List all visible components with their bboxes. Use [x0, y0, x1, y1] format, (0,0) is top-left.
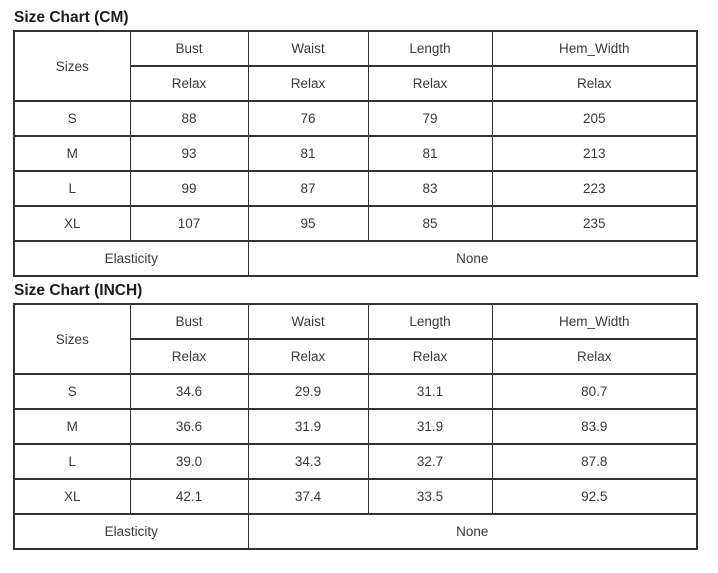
value-cell: 29.9	[248, 374, 368, 409]
value-cell: 223	[492, 171, 697, 206]
value-cell: 235	[492, 206, 697, 241]
table-row	[14, 101, 697, 136]
value-cell: 87.8	[492, 444, 697, 479]
footer-row	[14, 514, 697, 549]
value-cell: 42.1	[130, 479, 248, 514]
size-label-cell: XL	[14, 206, 130, 241]
elasticity-value-cell: None	[248, 514, 697, 549]
column-header-cell: Bust	[130, 31, 248, 66]
elasticity-value-cell: None	[248, 241, 697, 276]
value-cell: 80.7	[492, 374, 697, 409]
value-cell: 36.6	[130, 409, 248, 444]
size-label-cell: S	[14, 374, 130, 409]
value-cell: 83.9	[492, 409, 697, 444]
column-header-cell: Waist	[248, 31, 368, 66]
value-cell: 76	[248, 101, 368, 136]
column-header-cell: Bust	[130, 304, 248, 339]
value-cell: 34.3	[248, 444, 368, 479]
title-size-chart-cm: Size Chart (CM)	[14, 9, 129, 26]
value-cell: 88	[130, 101, 248, 136]
column-header-cell: Hem_Width	[492, 31, 697, 66]
size-chart-cm-table	[13, 30, 698, 277]
value-cell: 34.6	[130, 374, 248, 409]
value-cell: 92.5	[492, 479, 697, 514]
value-cell: 83	[368, 171, 492, 206]
value-cell: 79	[368, 101, 492, 136]
fit-header-cell: Relax	[130, 66, 248, 101]
header-row	[14, 304, 697, 339]
value-cell: 31.9	[368, 409, 492, 444]
table-row	[14, 136, 697, 171]
table-row	[14, 444, 697, 479]
table-row	[14, 171, 697, 206]
title-size-chart-inch: Size Chart (INCH)	[14, 282, 143, 300]
fit-header-cell: Relax	[248, 66, 368, 101]
elasticity-label-cell: Elasticity	[14, 241, 248, 276]
table-row	[14, 479, 697, 514]
value-cell: 95	[248, 206, 368, 241]
fit-header-cell: Relax	[368, 339, 492, 374]
value-cell: 85	[368, 206, 492, 241]
value-cell: 93	[130, 136, 248, 171]
table-row	[14, 206, 697, 241]
value-cell: 205	[492, 101, 697, 136]
size-label-cell: M	[14, 136, 130, 171]
value-cell: 213	[492, 136, 697, 171]
value-cell: 107	[130, 206, 248, 241]
value-cell: 33.5	[368, 479, 492, 514]
size-label-cell: L	[14, 444, 130, 479]
value-cell: 87	[248, 171, 368, 206]
value-cell: 39.0	[130, 444, 248, 479]
footer-row	[14, 241, 697, 276]
value-cell: 31.1	[368, 374, 492, 409]
value-cell: 99	[130, 171, 248, 206]
fit-header-cell: Relax	[492, 339, 697, 374]
fit-header-cell: Relax	[492, 66, 697, 101]
table-row	[14, 409, 697, 444]
elasticity-label-cell: Elasticity	[14, 514, 248, 549]
column-header-cell: Length	[368, 31, 492, 66]
column-header-cell: Waist	[248, 304, 368, 339]
value-cell: 37.4	[248, 479, 368, 514]
fit-header-cell: Relax	[130, 339, 248, 374]
value-cell: 81	[248, 136, 368, 171]
size-label-cell: S	[14, 101, 130, 136]
value-cell: 31.9	[248, 409, 368, 444]
header-row	[14, 31, 697, 66]
size-chart-inch-table	[13, 303, 698, 550]
column-header-cell: Hem_Width	[492, 304, 697, 339]
sizes-header-cell: Sizes	[14, 304, 130, 374]
fit-header-cell: Relax	[248, 339, 368, 374]
size-label-cell: XL	[14, 479, 130, 514]
size-label-cell: M	[14, 409, 130, 444]
sizes-header-cell: Sizes	[14, 31, 130, 101]
size-label-cell: L	[14, 171, 130, 206]
column-header-cell: Length	[368, 304, 492, 339]
fit-header-cell: Relax	[368, 66, 492, 101]
value-cell: 32.7	[368, 444, 492, 479]
table-row	[14, 374, 697, 409]
value-cell: 81	[368, 136, 492, 171]
